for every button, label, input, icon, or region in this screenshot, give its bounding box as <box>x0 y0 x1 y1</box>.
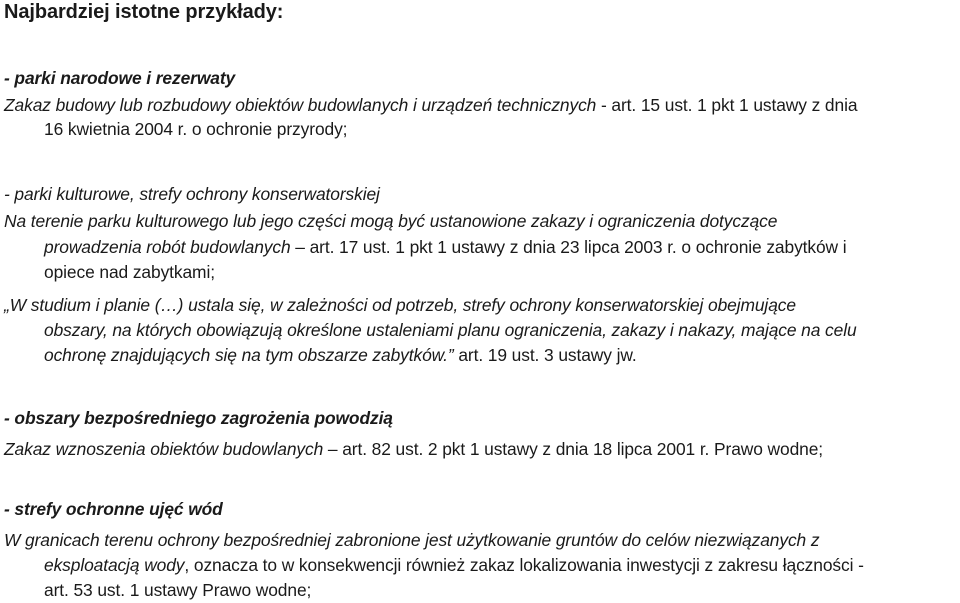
section-text-line <box>4 437 823 461</box>
section-title-parki-kulturowe: - parki kulturowe, strefy ochrony konserwatorskiej <box>4 184 380 204</box>
section-text-line <box>4 93 857 117</box>
section-text-line: opiece nad zabytkami; <box>44 262 215 282</box>
section-title-obszary-powodzi: - obszary bezpośredniego zagrożenia powodzią <box>4 408 393 428</box>
plain-text: art. 19 ust. 3 ustawy jw. <box>453 345 637 365</box>
section-text-line: W granicach terenu ochrony bezpośredniej zabronione jest użytkowanie gruntów do celów niezwiązanych z <box>4 530 820 550</box>
italic-text: Zakaz budowy lub rozbudowy obiektów budowlanych i urządzeń technicznych <box>4 95 601 115</box>
plain-text: , oznacza to w konsekwencji również zakaz lokalizowania inwestycji z zakresu łączności - <box>184 555 864 575</box>
plain-text: – art. 82 ust. 2 pkt 1 ustawy z dnia 18 lipca 2001 r. Prawo wodne; <box>327 439 824 459</box>
italic-text: Zakaz wznoszenia obiektów budowlanych <box>4 439 328 459</box>
section-text-line <box>44 235 847 259</box>
section-text-line: Na terenie parku kulturowego lub jego części mogą być ustanowione zakazy i ograniczenia dotyczące <box>4 211 778 231</box>
quote-line: obszary, na których obowiązują określone ustaleniami planu ograniczenia, zakazy i nakazy, mające na celu <box>44 320 857 340</box>
italic-text: prowadzenia robót budowlanych <box>44 237 296 257</box>
section-title-parki-narodowe: - parki narodowe i rezerwaty <box>4 68 236 88</box>
italic-text: ochronę znajdujących się na tym obszarze zabytków.” <box>44 345 454 365</box>
plain-text: – art. 17 ust. 1 pkt 1 ustawy z dnia 23 lipca 2003 r. o ochronie zabytków i <box>295 237 847 257</box>
section-text-line <box>44 553 864 577</box>
plain-text: - art. 15 ust. 1 pkt 1 ustawy z dnia <box>600 95 858 115</box>
quote-line: „W studium i planie (…) ustala się, w zależności od potrzeb, strefy ochrony konserwatorskiej obejmujące <box>4 295 796 315</box>
italic-text: eksploatacją wody <box>44 555 185 575</box>
page-title: Najbardziej istotne przykłady: <box>4 1 284 23</box>
section-text-line: art. 53 ust. 1 ustawy Prawo wodne; <box>44 580 312 600</box>
section-title-strefy-ujec: - strefy ochronne ujęć wód <box>4 499 223 519</box>
section-text-line: 16 kwietnia 2004 r. o ochronie przyrody; <box>44 119 348 139</box>
quote-line <box>44 343 637 367</box>
